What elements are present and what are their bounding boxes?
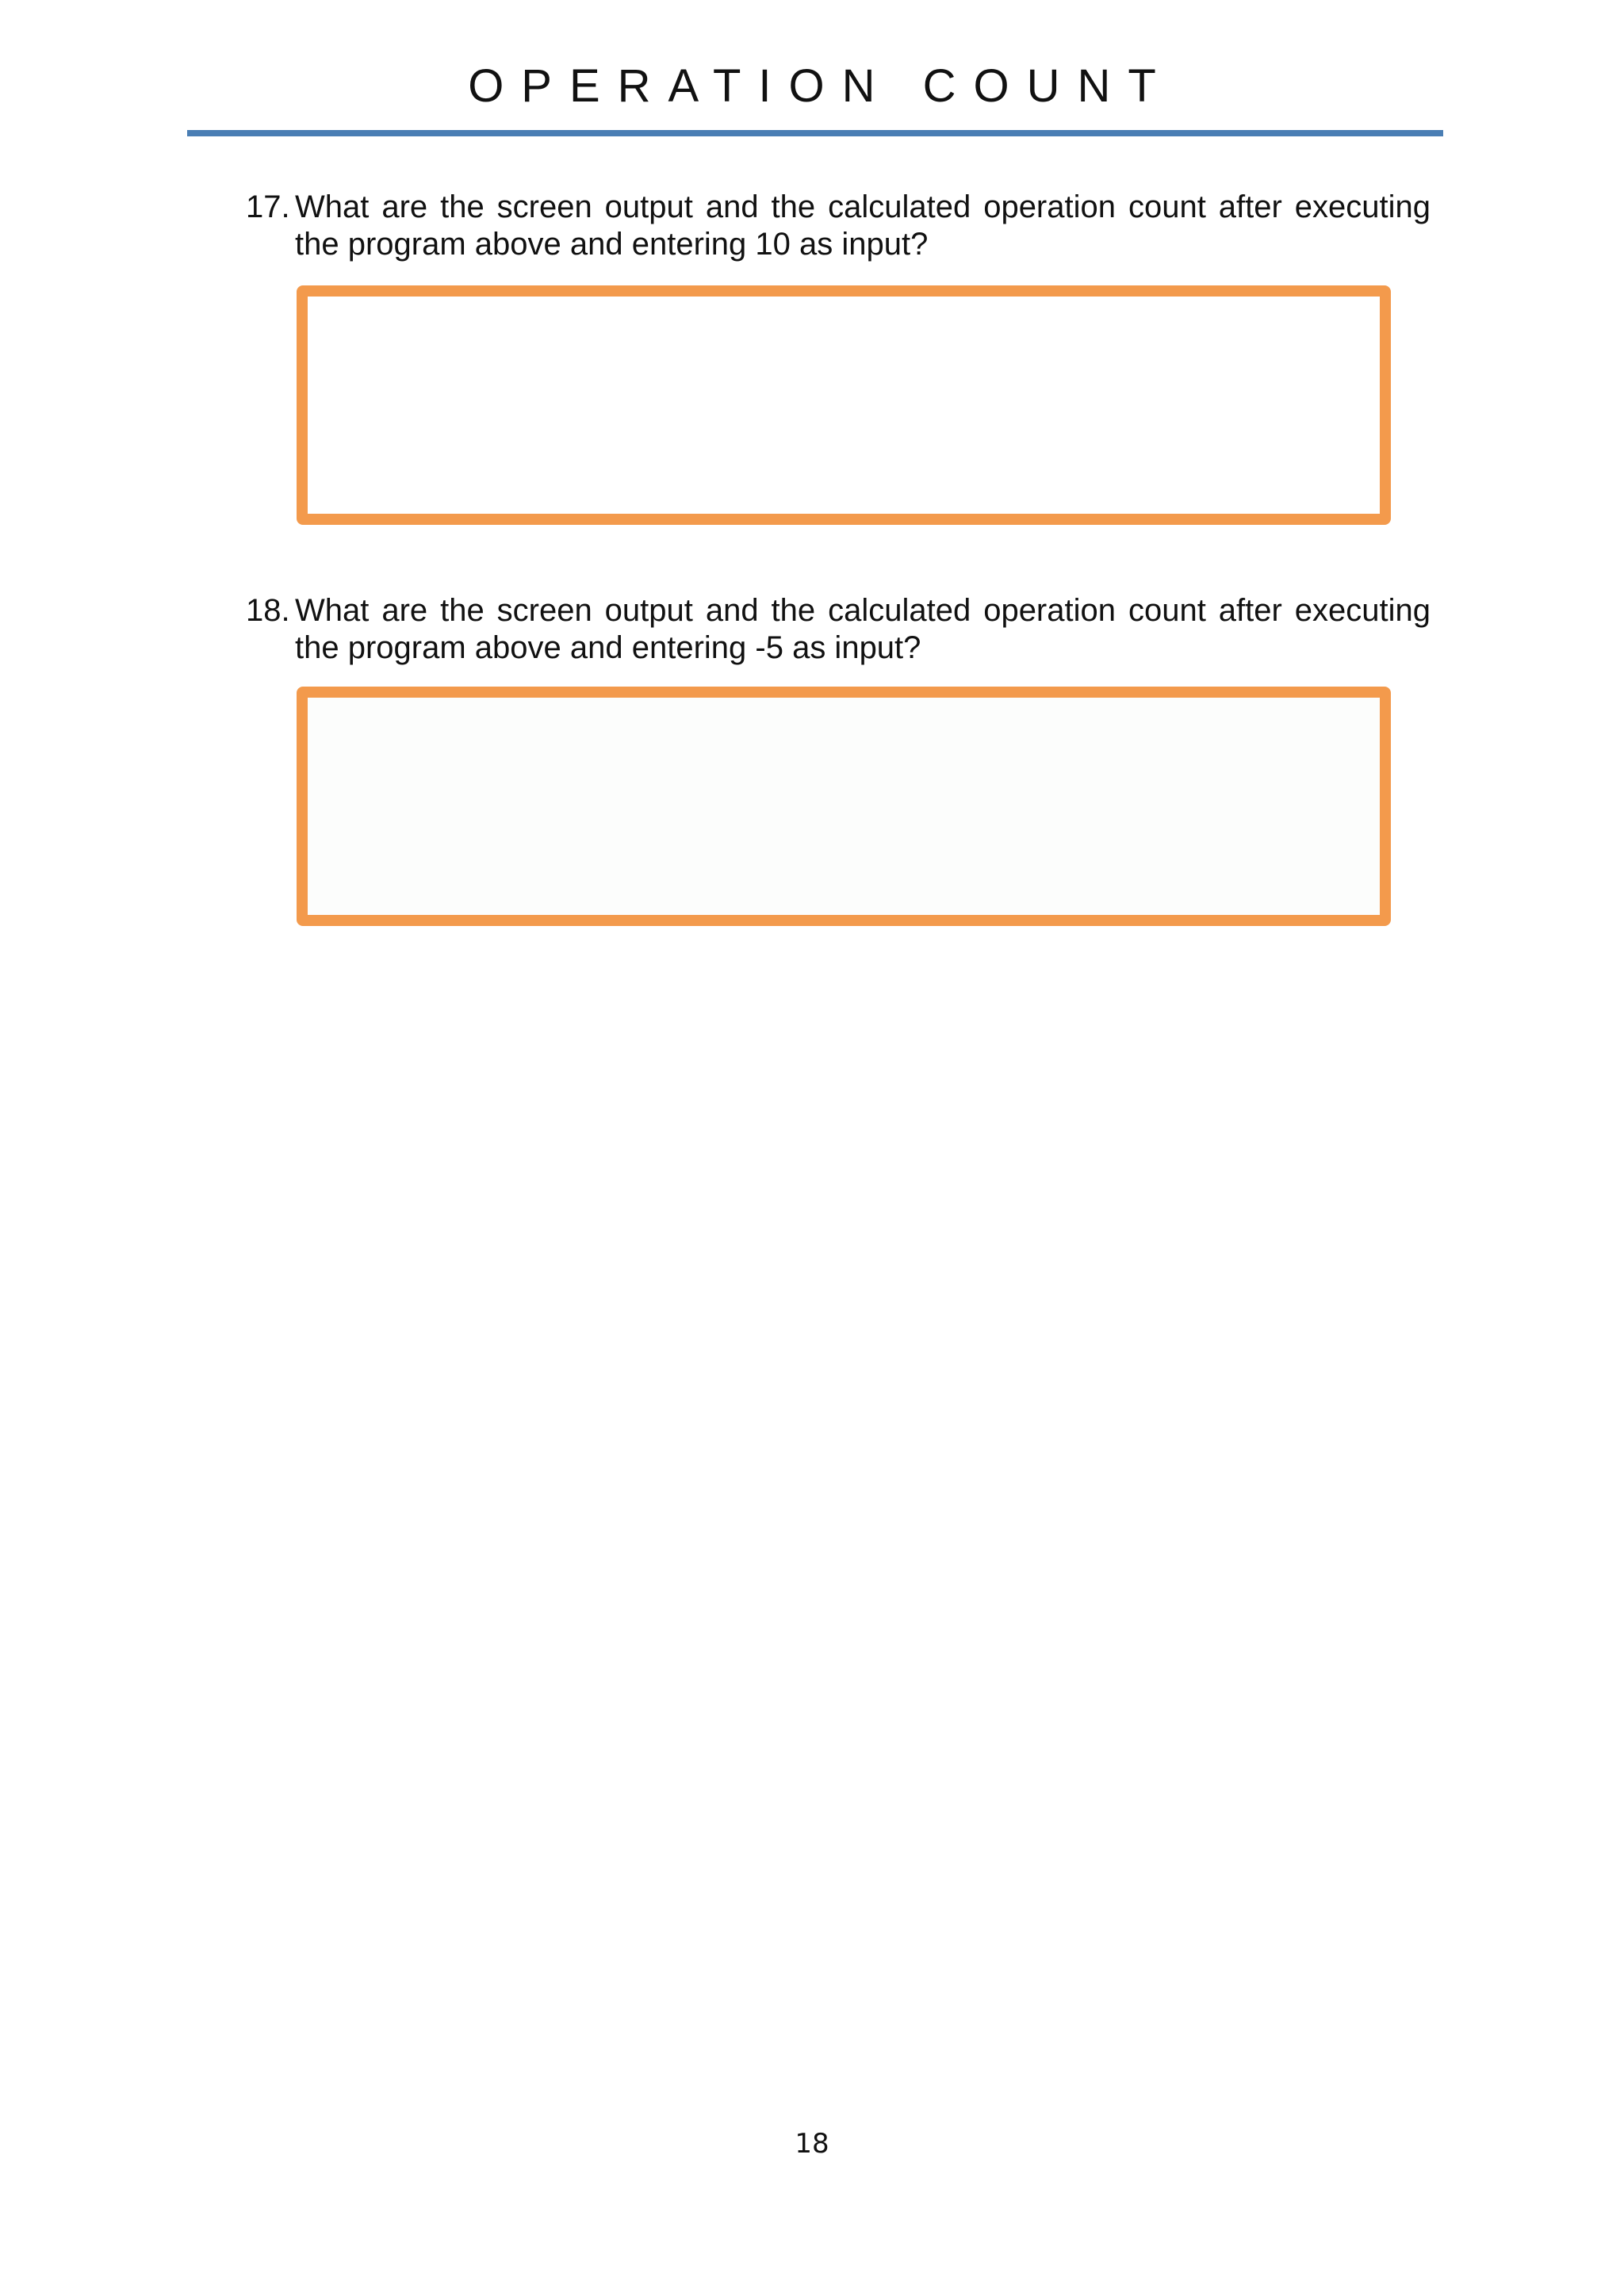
title-divider [187, 130, 1443, 136]
page-number: 18 [795, 2128, 829, 2160]
page-title: OPERATION COUNT [468, 60, 1174, 112]
question-text: What are the screen output and the calculated operation count after executing the program above and entering -5 as input? [295, 593, 1431, 665]
answer-box-18[interactable] [297, 687, 1391, 926]
question-number: 17. [246, 189, 290, 224]
question-17 [246, 189, 1431, 263]
answer-box-17[interactable] [297, 285, 1391, 525]
question-18 [246, 592, 1431, 667]
question-text: What are the screen output and the calculated operation count after executing the program above and entering 10 as input? [295, 189, 1431, 262]
question-number: 18. [246, 593, 290, 628]
